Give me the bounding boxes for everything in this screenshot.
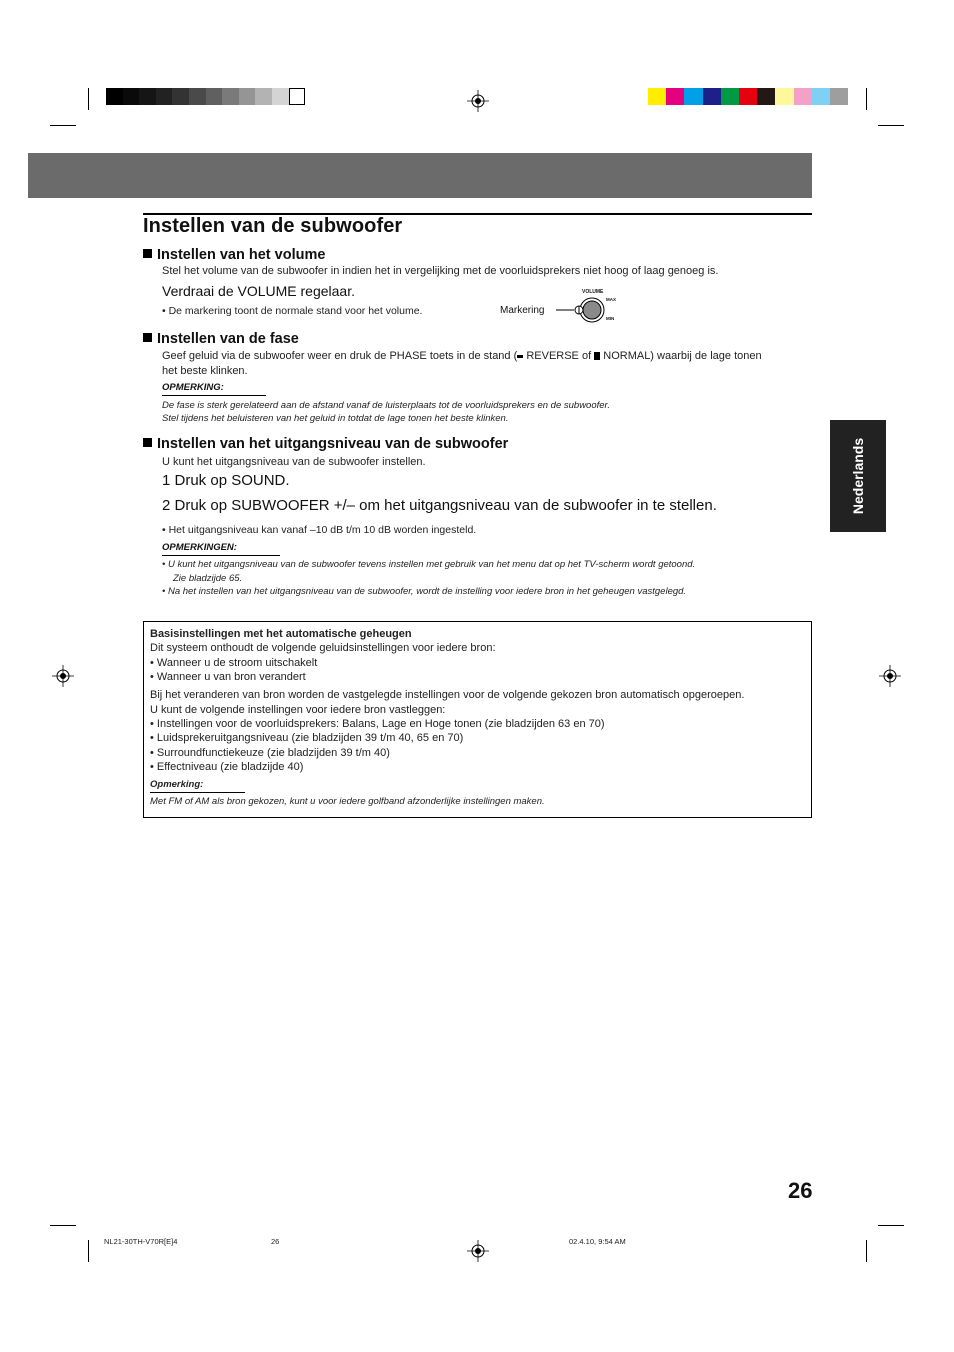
- side-tab-label: Nederlands: [850, 437, 866, 515]
- section-heading-volume: [143, 247, 325, 263]
- box-line: • Luidsprekeruitgangsniveau (zie bladzijden 39 t/m 40, 65 en 70): [150, 732, 464, 744]
- volume-intro: Stel het volume van de subwoofer in indien het in vergelijking met de voorluidsprekers niet hoog of laag genoeg is.: [162, 265, 719, 277]
- note-heading: OPMERKING:: [162, 382, 224, 393]
- footer-page: 26: [271, 1237, 280, 1246]
- color-swatch: [739, 88, 757, 105]
- color-swatch: [156, 88, 173, 105]
- color-swatch: [123, 88, 140, 105]
- registration-mark-icon: [467, 1240, 489, 1262]
- color-swatch: [172, 88, 189, 105]
- volume-knob-diagram: [500, 287, 620, 327]
- color-swatch: [139, 88, 156, 105]
- output-note-1-cont: Zie bladzijde 65.: [173, 573, 243, 584]
- color-swatch: [721, 88, 739, 105]
- knob-min-label: MIN: [606, 316, 615, 321]
- footer-date: 02.4.10, 9:54 AM: [569, 1237, 626, 1246]
- phase-text-part: REVERSE of: [523, 350, 595, 362]
- output-step-1: 1 Druk op SOUND.: [162, 472, 290, 489]
- box-line: • Wanneer u de stroom uitschakelt: [150, 657, 318, 669]
- output-note-2: • Na het instellen van het uitgangsniveau van de subwoofer, wordt de instelling voor iedere bron in het geheugen vastgelegd.: [162, 586, 687, 597]
- color-swatch: [206, 88, 223, 105]
- knob-top-label: VOLUME: [582, 289, 604, 295]
- color-swatch: [106, 88, 123, 105]
- color-swatch: [255, 88, 272, 105]
- color-swatch: [684, 88, 702, 105]
- square-bullet-icon: [143, 249, 152, 258]
- registration-mark-icon: [52, 665, 74, 687]
- color-swatch: [666, 88, 684, 105]
- output-bullet: • Het uitgangsniveau kan vanaf –10 dB t/m 10 dB worden ingesteld.: [162, 524, 477, 536]
- box-line: Bij het veranderen van bron worden de vastgelegde instellingen voor de volgende gekozen bron automatisch opgeroepen.: [150, 689, 745, 701]
- color-swatch: [775, 88, 793, 105]
- memory-info-box: [143, 621, 812, 818]
- color-swatch: [830, 88, 848, 105]
- box-line: Dit systeem onthoudt de volgende geluidsinstellingen voor iedere bron:: [150, 642, 496, 654]
- square-bullet-icon: [143, 333, 152, 342]
- color-swatch: [757, 88, 775, 105]
- header-band: [28, 153, 812, 198]
- color-swatch: [812, 88, 830, 105]
- crop-mark: [50, 1225, 76, 1226]
- color-swatch: [289, 88, 306, 105]
- heading-text: Instellen van het uitgangsniveau van de subwoofer: [157, 436, 509, 452]
- note-rule: [162, 555, 280, 556]
- page-number: 26: [788, 1178, 813, 1203]
- notes-heading: OPMERKINGEN:: [162, 542, 237, 553]
- crop-mark: [88, 1240, 89, 1262]
- box-note-heading: Opmerking:: [150, 779, 204, 790]
- registration-mark-icon: [467, 90, 489, 112]
- note-rule: [150, 792, 245, 793]
- box-title: Basisinstellingen met het automatische geheugen: [150, 628, 412, 640]
- box-line: U kunt de volgende instellingen voor iedere bron vastleggen:: [150, 704, 446, 716]
- color-swatch: [794, 88, 812, 105]
- phase-text-part: Geef geluid via de subwoofer weer en druk de PHASE toets in de stand (: [162, 350, 518, 362]
- output-note-1: • U kunt het uitgangsniveau van de subwoofer tevens instellen met gebruik van het menu dat op het TV-scherm wordt getoond.: [162, 559, 696, 570]
- color-swatch: [222, 88, 239, 105]
- phase-note-1: De fase is sterk gerelateerd aan de afstand vanaf de luisterplaats tot de voorluidsprekers en de subwoofer.: [162, 400, 610, 411]
- page-title: Instellen van de subwoofer: [143, 215, 403, 237]
- language-side-tab: [830, 420, 886, 532]
- section-heading-output: [143, 436, 508, 452]
- phase-text-part: NORMAL) waarbij de lage tonen: [600, 350, 762, 362]
- box-note: Met FM of AM als bron gekozen, kunt u voor iedere golfband afzonderlijke instellingen maken.: [150, 796, 545, 807]
- box-line: • Effectniveau (zie bladzijde 40): [150, 761, 304, 773]
- output-intro: U kunt het uitgangsniveau van de subwoofer instellen.: [162, 456, 426, 468]
- box-line: • Surroundfunctiekeuze (zie bladzijden 39 t/m 40): [150, 747, 390, 759]
- volume-knob-icon: [554, 295, 608, 325]
- heading-text: Instellen van het volume: [157, 247, 326, 263]
- footer-file: NL21-30TH-V70R[E]4: [104, 1237, 178, 1246]
- box-line: • Wanneer u van bron verandert: [150, 671, 306, 683]
- box-line: • Instellingen voor de voorluidsprekers: Balans, Lage en Hoge tonen (zie bladzijden 63 en 70): [150, 718, 605, 730]
- crop-mark: [878, 125, 904, 126]
- crop-mark: [866, 88, 867, 110]
- registration-mark-icon: [879, 665, 901, 687]
- color-swatch: [272, 88, 289, 105]
- phase-text: [162, 349, 762, 364]
- color-swatch: [189, 88, 206, 105]
- square-bullet-icon: [143, 438, 152, 447]
- color-swatch: [239, 88, 256, 105]
- color-swatch: [648, 88, 666, 105]
- volume-bullet: • De markering toont de normale stand voor het volume.: [162, 305, 423, 317]
- phase-text-cont: het beste klinken.: [162, 365, 248, 377]
- color-swatch: [703, 88, 721, 105]
- note-rule: [162, 395, 266, 396]
- section-heading-phase: [143, 331, 299, 347]
- volume-instruction: Verdraai de VOLUME regelaar.: [162, 283, 355, 299]
- output-step-2: 2 Druk op SUBWOOFER +/– om het uitgangsniveau van de subwoofer in te stellen.: [162, 497, 717, 514]
- knob-max-label: MAX: [606, 297, 616, 302]
- diagram-label: Markering: [500, 305, 545, 316]
- crop-mark: [88, 88, 89, 110]
- crop-mark: [878, 1225, 904, 1226]
- phase-note-2: Stel tijdens het beluisteren van het geluid in totdat de lage tonen het beste klinken.: [162, 413, 509, 424]
- heading-text: Instellen van de fase: [157, 331, 299, 347]
- crop-mark: [50, 125, 76, 126]
- crop-mark: [866, 1240, 867, 1262]
